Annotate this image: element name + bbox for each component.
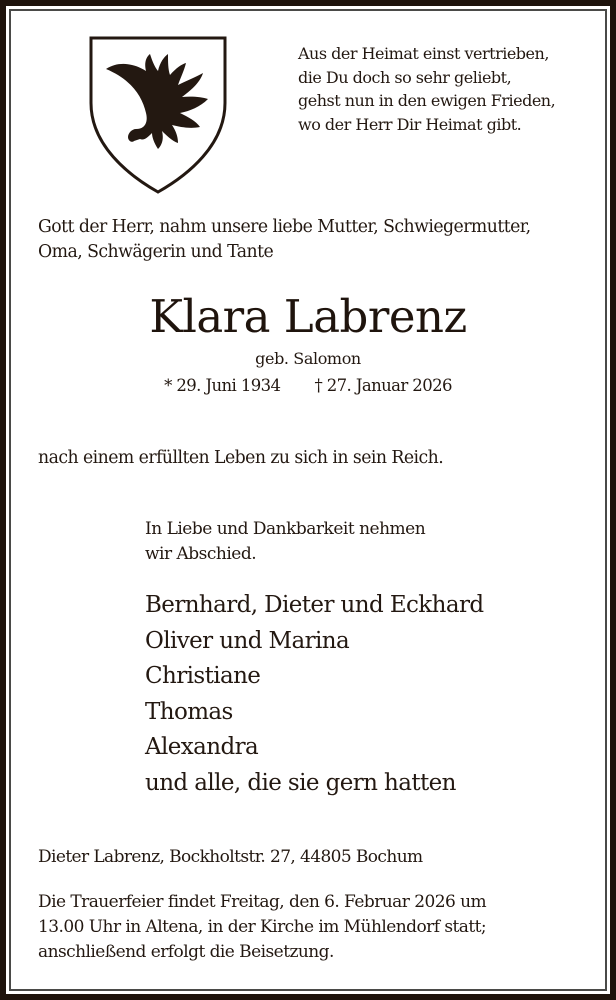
- intro-line: Oma, Schwägerin und Tante: [38, 242, 274, 262]
- service-line: 13.00 Uhr in Altena, in der Kirche im Mühlendorf statt;: [38, 917, 487, 937]
- mourner-entry: Christiane: [145, 663, 261, 689]
- death-date: † 27. Januar 2026: [314, 376, 452, 395]
- service-info: [38, 890, 486, 965]
- birth-date: * 29. Juni 1934: [164, 376, 281, 395]
- coat-of-arms-antler-icon: [88, 35, 228, 195]
- deceased-name: Klara Labrenz: [149, 290, 467, 343]
- farewell-text: [145, 517, 425, 567]
- intro-text: [38, 215, 531, 265]
- mourners-list: [145, 588, 483, 801]
- memorial-verse: [298, 42, 555, 136]
- contact-address: Dieter Labrenz, Bockholtstr. 27, 44805 Bochum: [38, 847, 423, 867]
- mourner-entry: Alexandra: [145, 734, 259, 760]
- farewell-line: wir Abschied.: [145, 544, 257, 564]
- obituary-card: [9, 9, 607, 991]
- verse-line: Aus der Heimat einst vertrieben,: [298, 44, 549, 63]
- verse-line: wo der Herr Dir Heimat gibt.: [298, 114, 522, 134]
- life-dates: [11, 374, 605, 398]
- farewell-line: In Liebe und Dankbarkeit nehmen: [145, 519, 426, 539]
- maiden-name: geb. Salomon: [255, 349, 361, 368]
- service-line: Die Trauerfeier findet Freitag, den 6. Februar 2026 um: [38, 892, 487, 912]
- closing-line: nach einem erfüllten Leben zu sich in sein Reich.: [38, 448, 444, 468]
- obituary-frame: [6, 6, 610, 994]
- mourner-entry: und alle, die sie gern hatten: [145, 769, 456, 796]
- mourner-entry: Oliver und Marina: [145, 627, 350, 654]
- mourner-entry: Bernhard, Dieter und Eckhard: [145, 592, 484, 618]
- intro-line: Gott der Herr, nahm unsere liebe Mutter, Schwiegermutter,: [38, 217, 531, 237]
- verse-line: die Du doch so sehr geliebt,: [298, 67, 512, 87]
- mourner-entry: Thomas: [145, 698, 233, 725]
- service-line: anschließend erfolgt die Beisetzung.: [38, 942, 334, 962]
- verse-line: gehst nun in den ewigen Frieden,: [298, 91, 556, 110]
